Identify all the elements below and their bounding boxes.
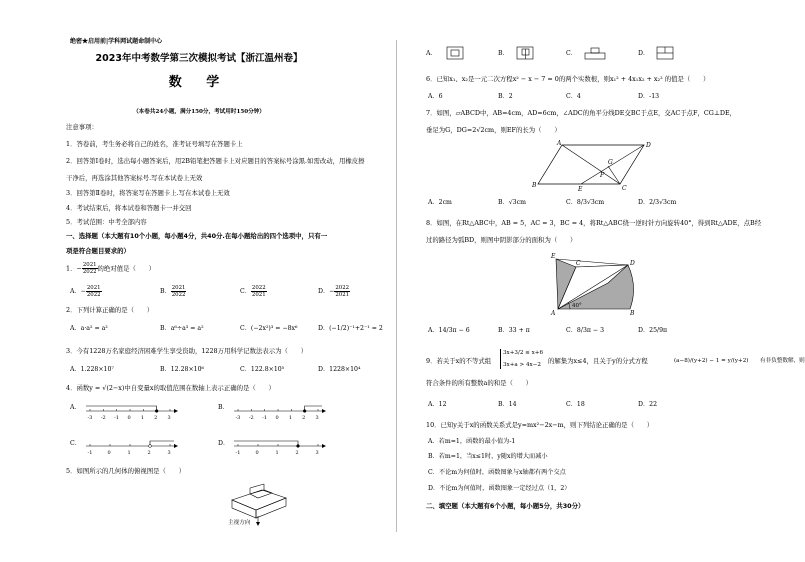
- q4a-tick-label: 1: [140, 415, 145, 421]
- section2-heading: 二、填空题（本大题有6个小题，每小题5分，共30分）: [426, 502, 585, 510]
- q4a-tick-label: -3: [87, 415, 93, 421]
- q7-label-g: G: [608, 159, 613, 166]
- q5-view-direction-label: 主视方向: [228, 520, 251, 526]
- q7-label-b: B: [532, 182, 537, 189]
- q4d-tick-label: 2: [295, 450, 299, 456]
- q6-option-c[interactable]: C．4: [566, 93, 581, 100]
- q5-stem: 5．如图所示的几何体的俯视图是（ ）: [66, 467, 186, 475]
- q7-option-b[interactable]: B．√3cm: [498, 199, 526, 206]
- exam-info: （本卷共24小题，满分150分，考试用时150分钟）: [133, 109, 265, 115]
- q4c-tick-label: 2: [147, 450, 151, 456]
- left-column: [0, 0, 398, 562]
- q4a-tick-label: 3: [167, 415, 171, 421]
- q10-stem: 10．已知y关于x的函数关系式是y=mx²−2x−m，则下列结论正确的是（ ）: [426, 421, 654, 429]
- q8-option-b[interactable]: B．33 + π: [498, 327, 530, 334]
- q5-option-b[interactable]: B．: [498, 50, 509, 57]
- q3-option-b[interactable]: B．12.28×10⁶: [160, 366, 204, 373]
- q4b-tick-label: -3: [235, 415, 241, 421]
- q4a-arrow: [174, 409, 178, 413]
- q1-number: 1．: [66, 264, 77, 273]
- q8-label-a: A: [551, 310, 556, 317]
- q8-label-d: D: [630, 260, 635, 267]
- q4b-range: [305, 406, 322, 411]
- q4-option-a[interactable]: A．: [70, 404, 81, 411]
- q4b-tick-label: 3: [315, 415, 319, 421]
- q7-label-e: E: [578, 186, 583, 193]
- q10-option-b[interactable]: B．若m=1，当x≤1时，y随x的增大而减小: [428, 453, 548, 460]
- q4b-tick-label: -1: [262, 415, 268, 421]
- q1-tail: 的绝对值是（ ）: [97, 264, 156, 273]
- q4-numberline-c: [82, 437, 182, 459]
- note-item: 干净后，再选涂其他答案标号.写在本试卷上无效: [66, 174, 203, 182]
- q4c-tick-label: 0: [107, 450, 111, 456]
- q3-stem: 3．今有1228万名家庭经济困难学生享受资助，1228万用科学记数法表示为（ ）: [66, 347, 308, 355]
- q9-fraction-equation: (a−8)/(y+2) − 1 = y/(y+2): [674, 358, 749, 364]
- q4d-tick-label: 0: [255, 450, 259, 456]
- q8-option-c[interactable]: C．8/3π − 3: [566, 327, 605, 334]
- q9-option-a[interactable]: A．12: [428, 401, 447, 408]
- q4a-tick-label: -1: [114, 415, 120, 421]
- q4-option-c[interactable]: C．: [70, 440, 81, 447]
- q1-option-d[interactable]: D．− $\frac{2022}{2021}$: [318, 285, 350, 298]
- q10-option-c[interactable]: C．不论m为何值时，函数图象与x轴都有两个交点: [428, 469, 566, 476]
- section1-heading-cont: 项是符合题目要求的）: [66, 247, 130, 255]
- q4-option-d[interactable]: D．: [218, 440, 230, 447]
- q4d-tick-label: 1: [275, 450, 279, 456]
- note-item: 1．答卷前，考生务必将自己的姓名，准考证号填写在答题卡上: [66, 140, 243, 148]
- q8-option-d[interactable]: D．25/9π: [638, 327, 668, 334]
- q1-option-a[interactable]: A．− $\frac{2021}{2022}$: [70, 285, 101, 298]
- q4c-tick-label: -1: [87, 450, 93, 456]
- q7-label-a: A: [557, 140, 562, 147]
- q1-fraction: $\frac{2021}{2022}$: [82, 262, 97, 275]
- q10-option-d[interactable]: D．不论m为何值时，函数图象一定经过点（1，2）: [428, 485, 571, 492]
- q2-option-a[interactable]: A．a·a² = a²: [70, 325, 108, 332]
- q4-numberline-a: [82, 402, 182, 424]
- q7-option-d[interactable]: D．2/3√3cm: [638, 199, 677, 206]
- q5-option-d[interactable]: D．: [638, 50, 650, 57]
- q7-option-a[interactable]: A．2cm: [428, 199, 452, 206]
- q9-stem-post: 有非负整数解，则: [760, 358, 805, 364]
- note-item: 5．考试范围：中考全部内容: [66, 218, 147, 226]
- q5-option-b-figure: [516, 46, 536, 60]
- q6-option-a[interactable]: A．6: [428, 93, 443, 100]
- q9-option-d[interactable]: D．22: [638, 401, 658, 408]
- q9-option-c[interactable]: C．18: [566, 401, 585, 408]
- q4b-tick-label: 2: [302, 415, 306, 421]
- subject-title: 数 学: [168, 75, 230, 90]
- q4c-range: [150, 441, 174, 446]
- secret-header: 绝密★启用前|学科网试题命制中心: [70, 38, 163, 45]
- q8-rotation-figure: [548, 255, 648, 315]
- q10-option-a[interactable]: A．若m=1，函数的最小值为-1: [428, 438, 516, 445]
- q1-option-b[interactable]: B． $\frac{2021}{2022}$: [160, 285, 186, 298]
- note-item: 2．回答第Ⅰ卷时，选出每小题答案后，用2B铅笔把答题卡上对应题目的答案标号涂黑.如需改动，用橡皮擦: [66, 157, 365, 165]
- q4-numberline-d: [230, 437, 330, 459]
- q2-stem: 2．下列计算正确的是（ ）: [66, 306, 154, 314]
- q1-option-c[interactable]: C． $\frac{2022}{2021}$: [240, 285, 266, 298]
- q6-stem: 6．已知x₁、x₂是一元二次方程x² − x − 7 = 0的两个实数根，则x₁² + 4x₁x₂ + x₂² 的值是（ ）: [426, 75, 710, 83]
- q6-option-d[interactable]: D．-13: [638, 93, 660, 100]
- q7-label-d: D: [646, 142, 651, 149]
- q4b-tick-label: 1: [288, 415, 293, 421]
- q4c-tick-label: 3: [167, 450, 171, 456]
- exam-title: 2023年中考数学第三次模拟考试【浙江温州卷】: [95, 53, 303, 64]
- q5-option-a[interactable]: A．: [426, 50, 437, 57]
- q7-label-c: C: [622, 185, 627, 192]
- q1-minus: −: [76, 264, 82, 273]
- q4d-tick-label: -1: [235, 450, 241, 456]
- q3-option-c[interactable]: C．122.8×10⁵: [240, 366, 285, 373]
- q1-stem: [66, 262, 155, 275]
- q4c-tick-label: 1: [127, 450, 131, 456]
- q3-option-a[interactable]: A．1.228×10⁷: [70, 366, 114, 373]
- q9-inequality-1: 3x+3/2 ≤ x+6: [503, 350, 544, 356]
- q8-label-e: E: [551, 253, 556, 260]
- q4d-tick-label: 3: [315, 450, 319, 456]
- q4d-endpoint: [297, 445, 300, 448]
- q4a-tick-label: 0: [127, 415, 131, 421]
- q4b-arrow: [322, 409, 326, 413]
- right-column: [398, 0, 805, 562]
- q9-stem-mid: 的解集为x≤4，且关于y的分式方程: [548, 357, 648, 365]
- q9-stem-pre: 9．若关于x的不等式组: [426, 357, 492, 365]
- q7-stem-line2: 垂足为G，DG=2√2cm，则EF的长为（ ）: [426, 126, 561, 134]
- q4-option-b[interactable]: B．: [218, 404, 229, 411]
- q2-option-b[interactable]: B．a⁶÷a³ = a²: [160, 325, 204, 332]
- q8-label-c: C: [576, 260, 581, 267]
- q4d-arrow: [322, 444, 326, 448]
- q9-stem-line2: 符合条件的所有整数a的和是（ ）: [426, 379, 533, 387]
- q7-stem-line1: 7．如图，▱ABCD中，AB=4cm，AD=6cm，∠ADC的角平分线DE交BC于点E，交AC于点F，CG⊥DE，: [426, 109, 737, 117]
- q4b-endpoint: [303, 410, 306, 413]
- note-item: 4．考试结束后，将本试卷和答题卡一并交回: [66, 204, 192, 212]
- q9-option-b[interactable]: B．14: [498, 401, 517, 408]
- q7-parallelogram-figure: [532, 140, 658, 193]
- q5-solid-figure: [222, 480, 292, 522]
- section1-heading: 一、选择题（本大题有10个小题，每小题4分，共40分.在每小题给出的四个选项中，只有一: [66, 232, 328, 240]
- q8-stem-line2: 过的路径为弧BD，则图中阴影部分的面积为（ ）: [426, 236, 577, 244]
- q4a-tick-label: -2: [100, 415, 106, 421]
- q3-option-d[interactable]: D．1228×10⁴: [318, 366, 361, 373]
- q5-option-c[interactable]: C．: [566, 50, 577, 57]
- q4-stem: 4．函数y = √(2−x)中自变量x的取值范围在数轴上表示正确的是（ ）: [66, 384, 275, 392]
- q8-stem-line1: 8．如图，在Rt△ABC中，AB = 5，AC = 3，BC = 4，将Rt△ABC绕一逆时针方向旋转40°，得到Rt△ADE，点B经: [426, 219, 762, 227]
- q4a-endpoint: [155, 410, 158, 413]
- q5-option-d-figure: [656, 46, 676, 60]
- q2-option-c[interactable]: C．(−2x²)³ = −8x⁶: [240, 325, 298, 332]
- q9-inequality-system: [500, 349, 543, 369]
- notes-heading: 注意事项：: [66, 123, 98, 131]
- q4c-endpoint: [149, 445, 152, 448]
- q9-inequality-2: 3x+a > 4x−2: [503, 362, 541, 368]
- q7-label-f: F: [600, 172, 605, 179]
- q4b-tick-label: 0: [275, 415, 279, 421]
- q4d-range: [234, 441, 298, 446]
- q4a-range: [86, 406, 157, 411]
- q8-option-a[interactable]: A．14/3π − 6: [428, 327, 470, 334]
- q8-angle-label: 40°: [572, 303, 582, 309]
- note-item: 3．回答第Ⅱ卷时，将答案写在答题卡上.写在本试卷上无效: [66, 189, 230, 197]
- q4-numberline-b: [230, 402, 330, 424]
- q7-option-c[interactable]: C．8/3√3cm: [566, 199, 605, 206]
- q5-option-a-figure: [446, 46, 466, 60]
- q4b-tick-label: -2: [248, 415, 254, 421]
- q5-option-c-figure: [584, 46, 606, 60]
- q4a-tick-label: 2: [154, 415, 158, 421]
- q6-option-b[interactable]: B．2: [498, 93, 513, 100]
- q2-option-d[interactable]: D．(−1/2)⁻¹+2⁻¹ = 2: [318, 325, 383, 332]
- q8-label-b: B: [630, 310, 635, 317]
- q4c-arrow: [174, 444, 178, 448]
